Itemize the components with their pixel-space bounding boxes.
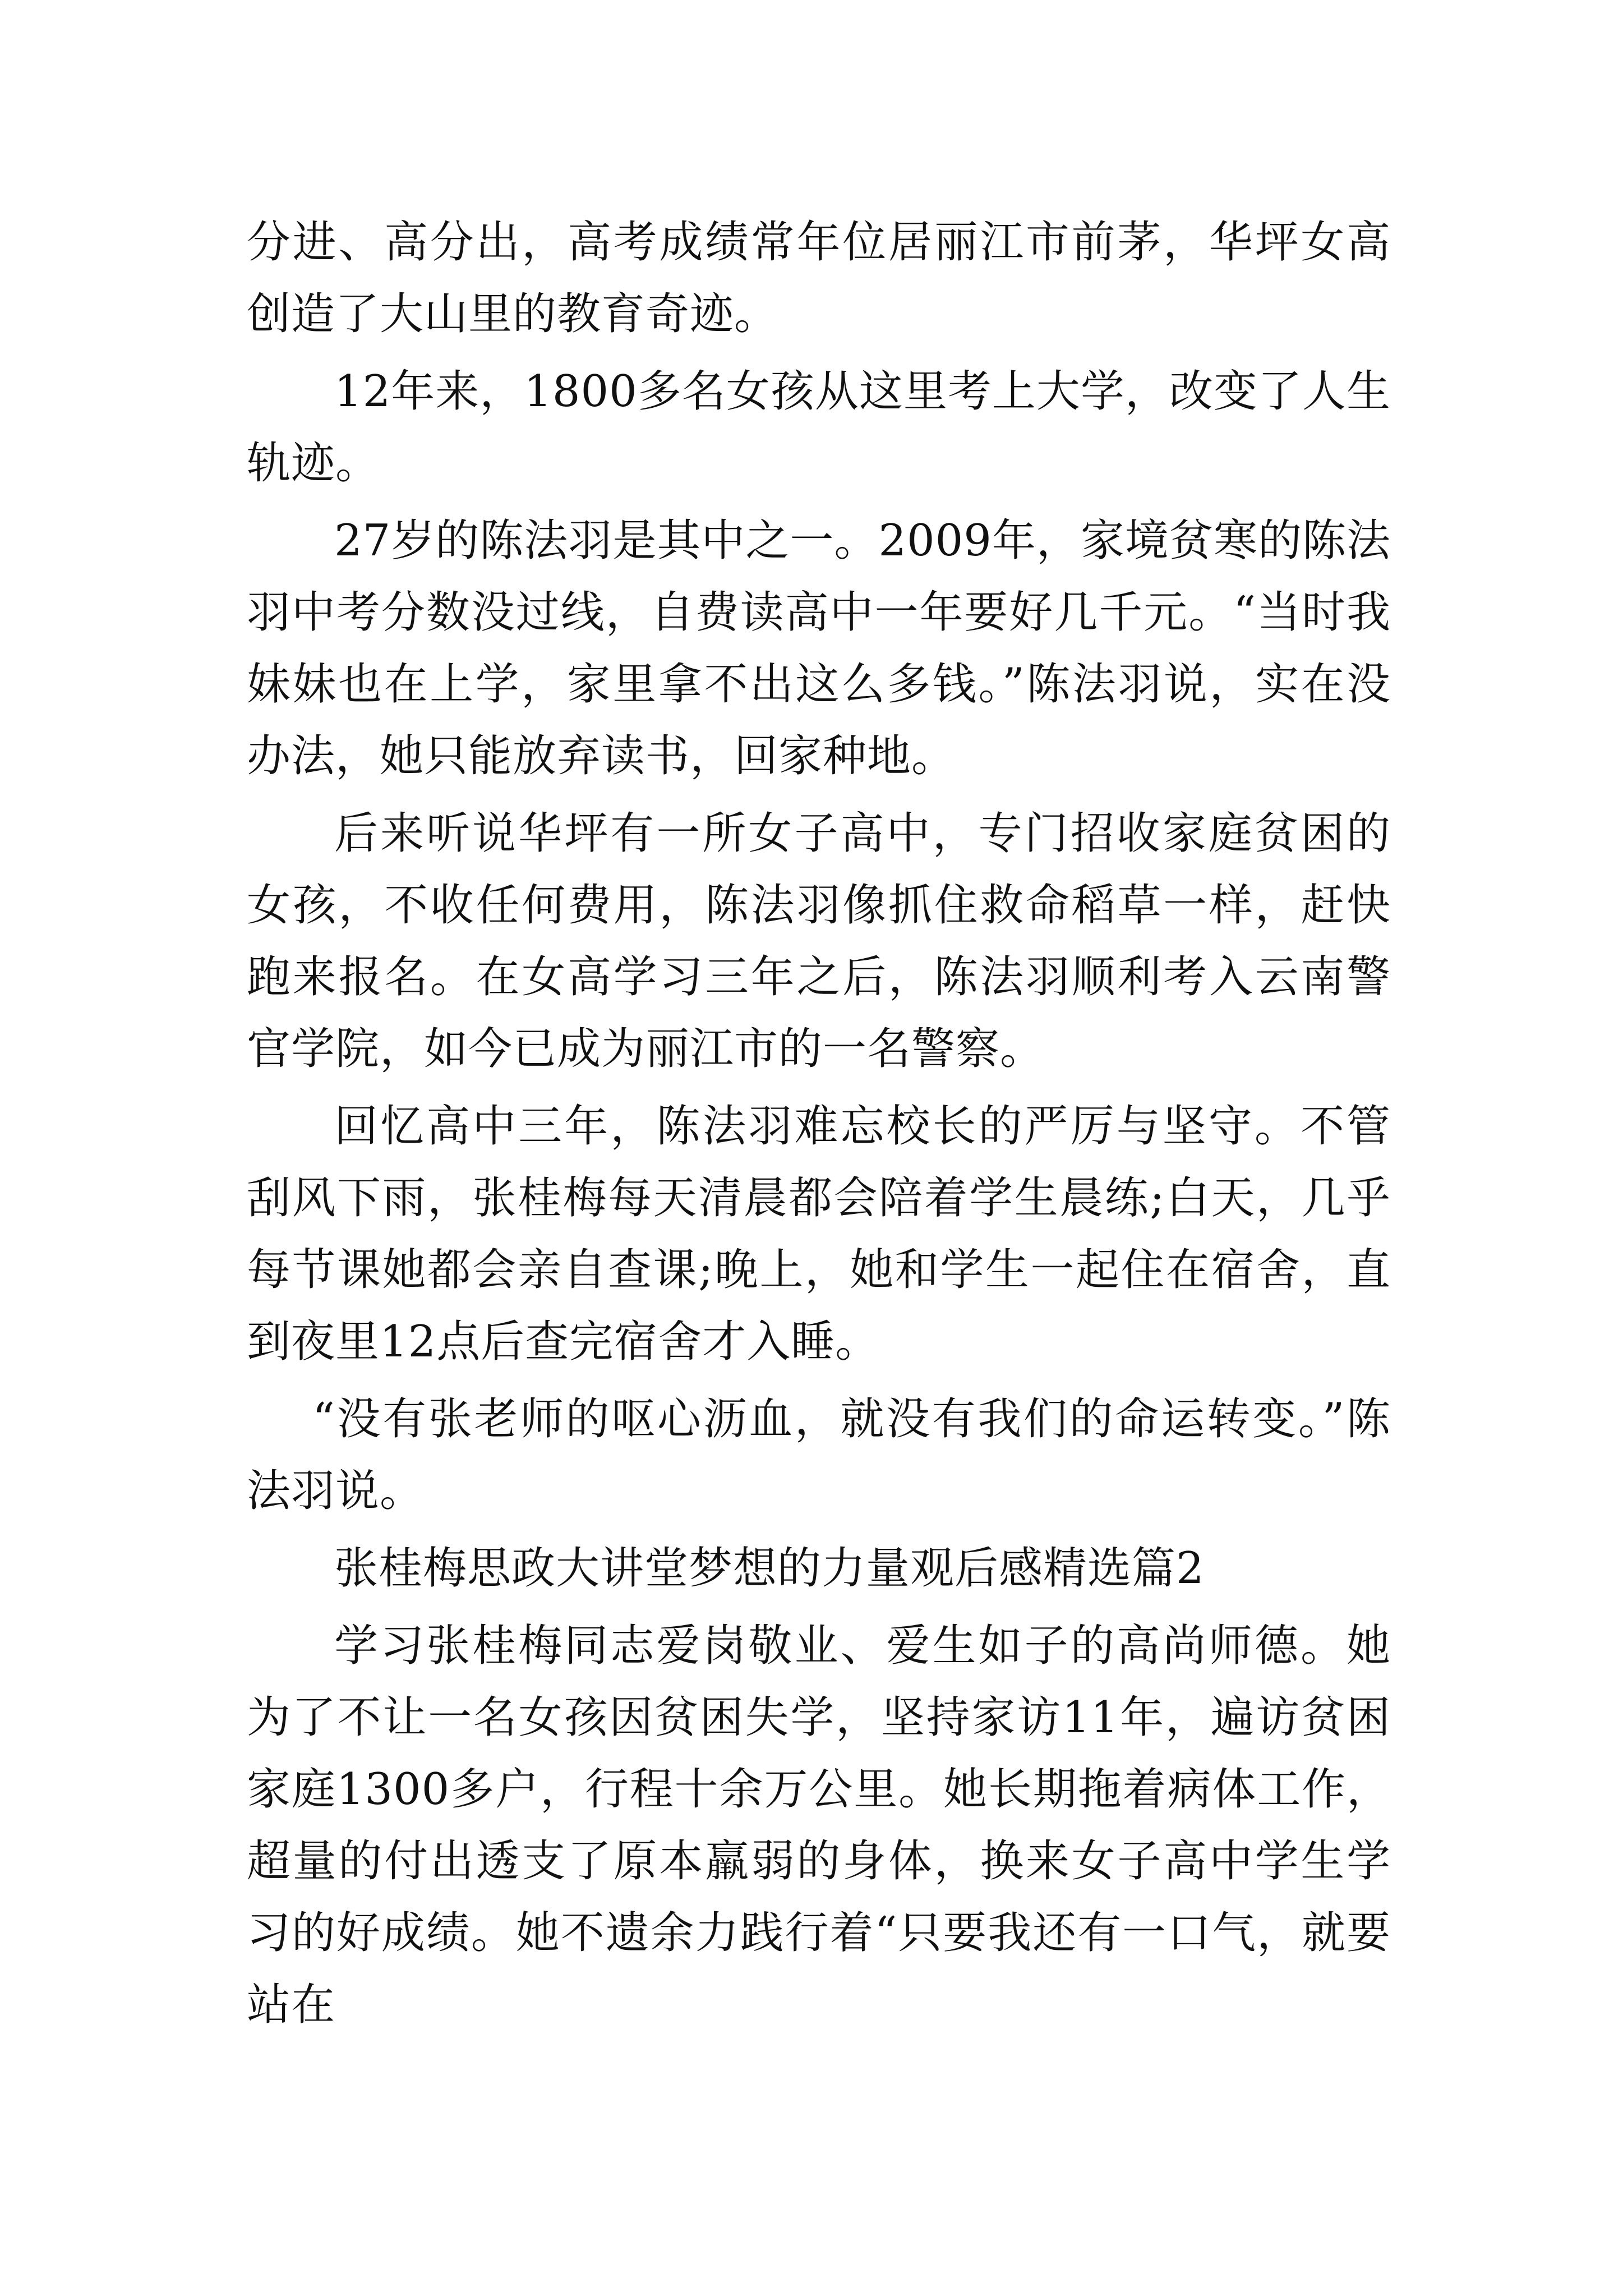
paragraph-enrollment: 后来听说华坪有一所女子高中，专门招收家庭贫困的女孩，不收任何费用，陈法羽像抓住救命稻草一样，赶快跑来报名。在女高学习三年之后，陈法羽顺利考入云南警官学院，如今已成为丽江市的一名警察。: [247, 808, 1391, 1074]
document-body: [247, 206, 1391, 2046]
paragraph-continuation: 分进、高分出，高考成绩常年位居丽江市前茅，华坪女高创造了大山里的教育奇迹。: [247, 217, 1391, 339]
paragraph-chen-fayu-background: 27岁的陈法羽是其中之一。2009年，家境贫寒的陈法羽中考分数没过线，自费读高中一年要好几千元。“当时我妹妹也在上学，家里拿不出这么多钱。”陈法羽说，实在没办法，她只能放弃读书，回家种地。: [247, 516, 1391, 781]
section-heading: 张桂梅思政大讲堂梦想的力量观后感精选篇2: [334, 1543, 1205, 1594]
paragraph-memories: 回忆高中三年，陈法羽难忘校长的严厉与坚守。不管刮风下雨，张桂梅每天清晨都会陪着学生晨练;白天，几乎每节课她都会亲自查课;晚上，她和学生一起住在宿舍，直到夜里12点后查完宿舍才入睡。: [247, 1101, 1391, 1367]
paragraph-quote: “没有张老师的呕心沥血，就没有我们的命运转变。”陈法羽说。: [247, 1394, 1391, 1516]
paragraph-learning: 学习张桂梅同志爱岗敬业、爱生如子的高尚师德。她为了不让一名女孩因贫困失学，坚持家访11年，遍访贫困家庭1300多户，行程十余万公里。她长期拖着病体工作，超量的付出透支了原本羸弱的身体，换来女子高中学生学习的好成绩。她不遗余力践行着“只要我还有一口气，就要站在: [247, 1621, 1391, 2030]
paragraph-graduates: 12年来，1800多名女孩从这里考上大学，改变了人生轨迹。: [247, 366, 1391, 489]
